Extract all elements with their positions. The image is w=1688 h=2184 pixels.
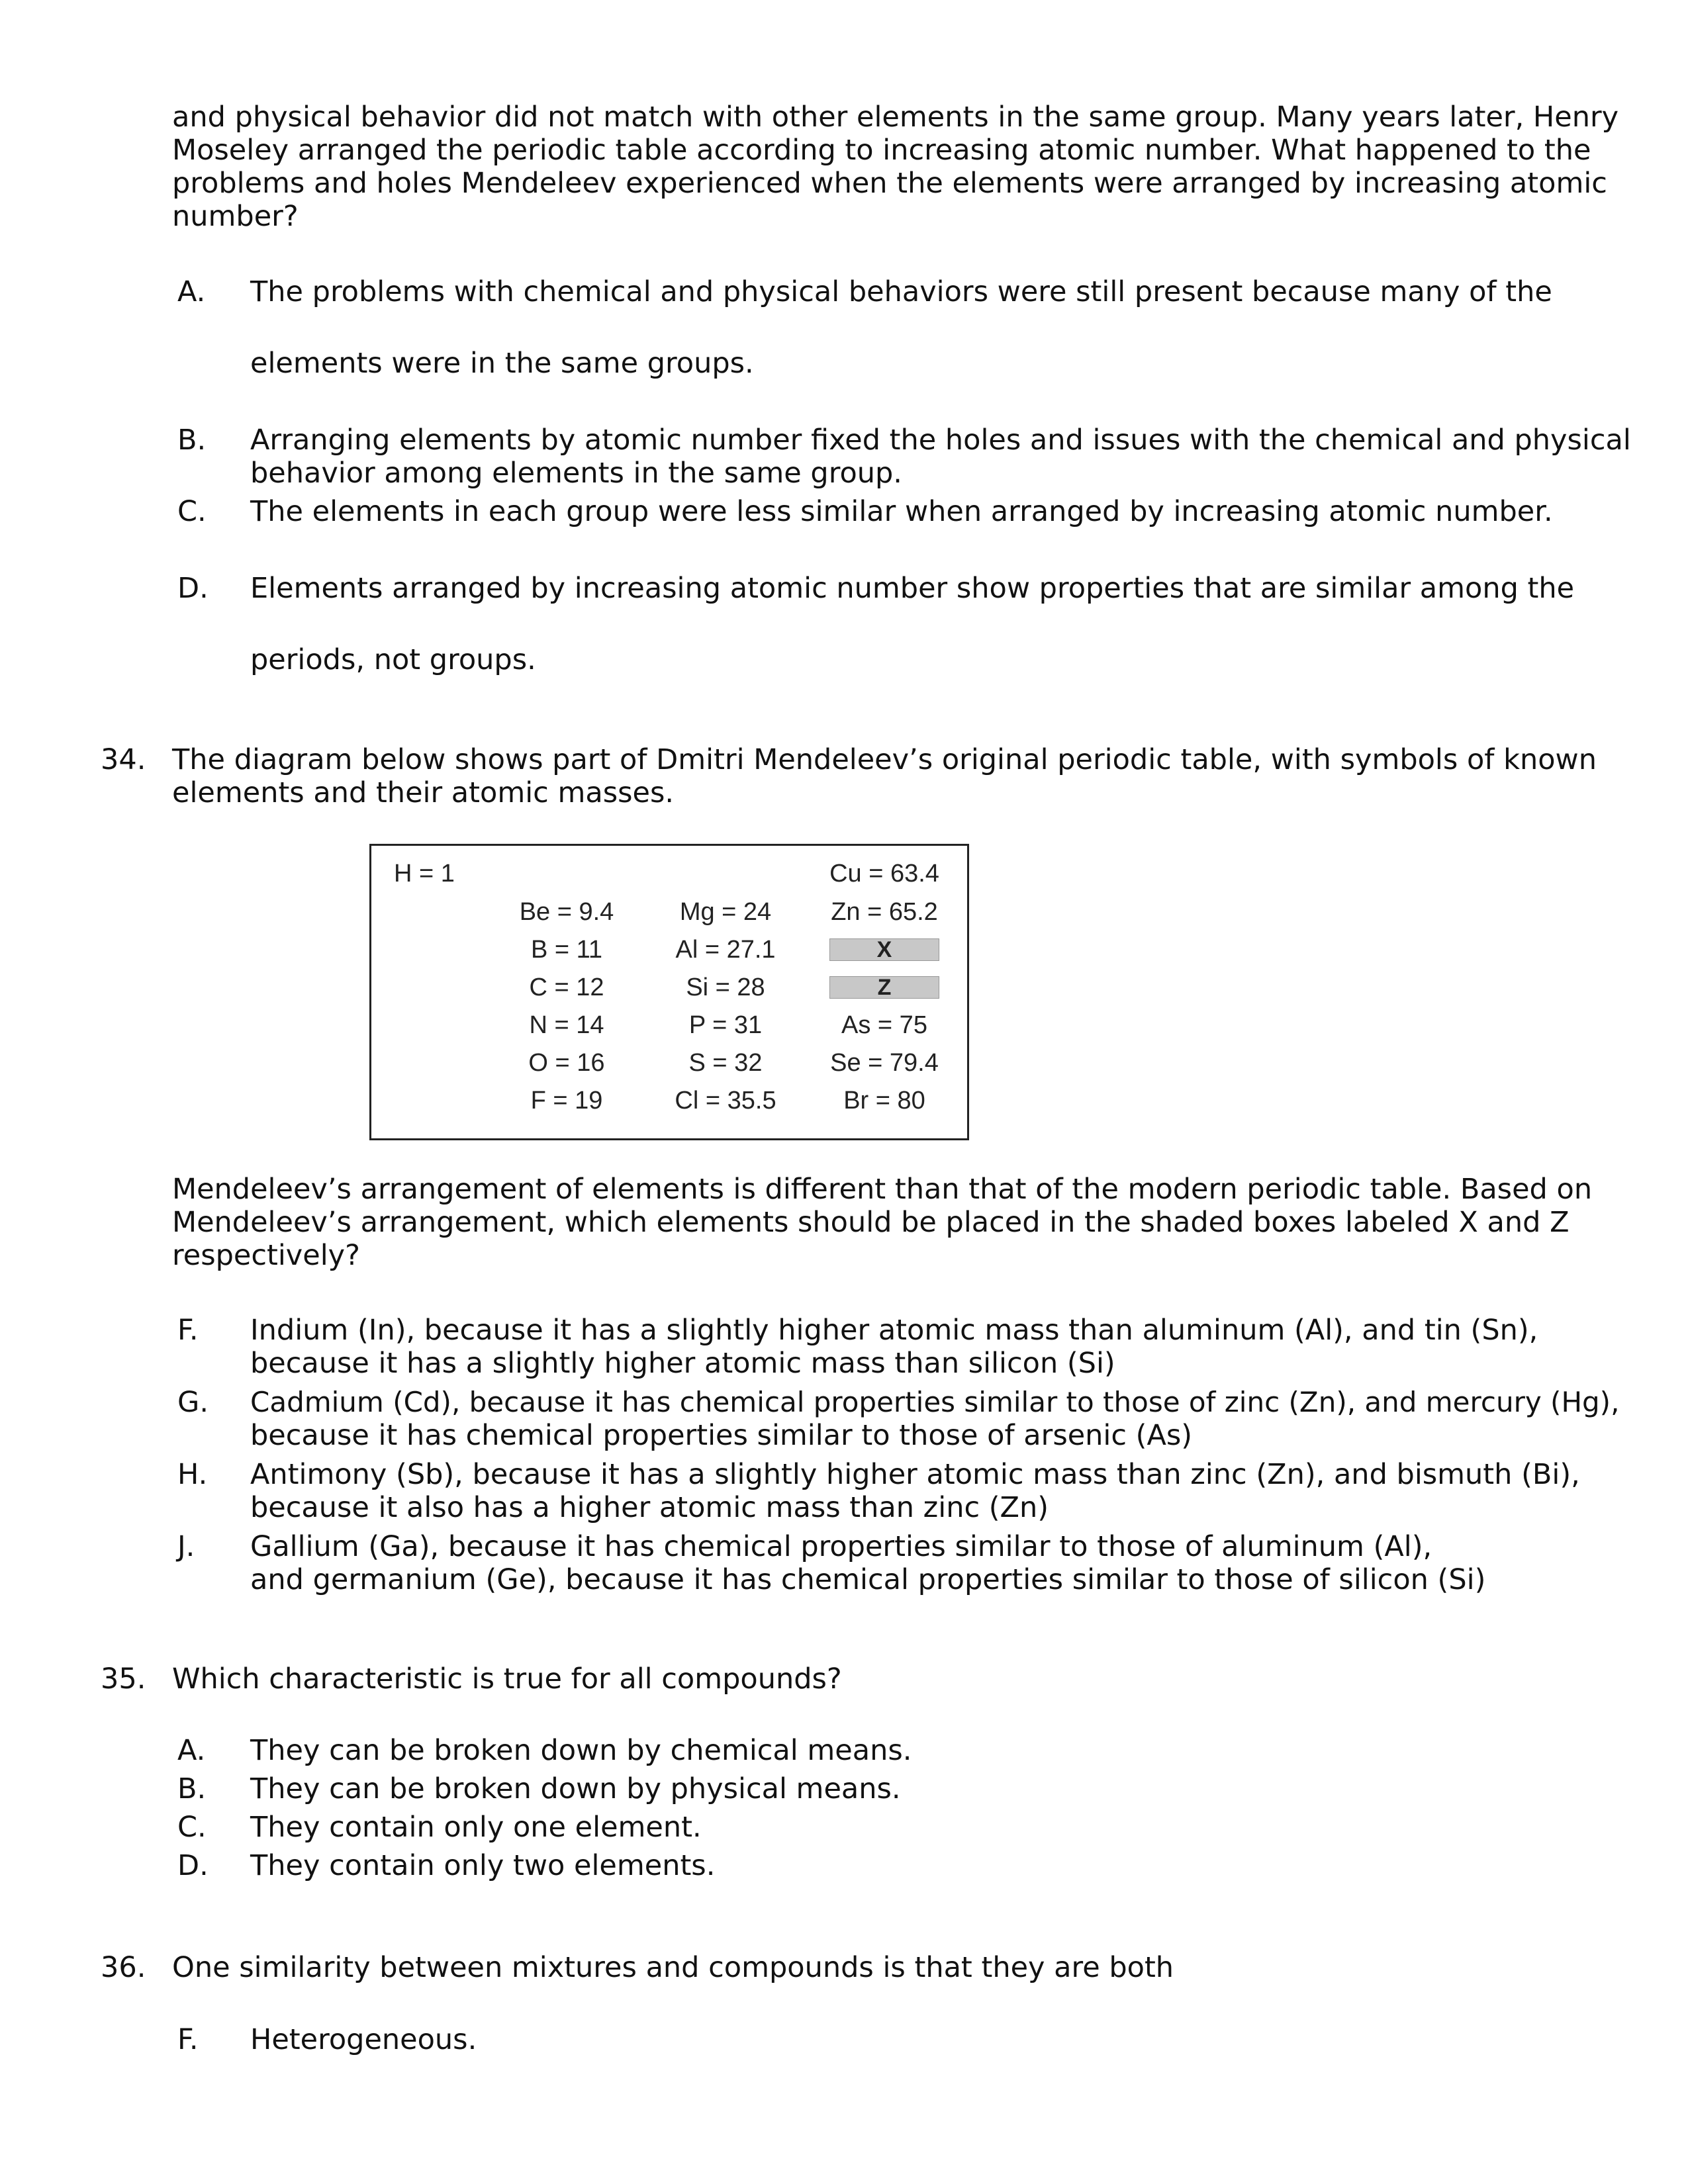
option-text: because it has chemical properties similar to those of arsenic (As) [250,1419,1193,1452]
question-stem: Which characteristic is true for all compounds? [172,1662,842,1696]
shaded-box-x: X [829,938,939,961]
table-cell: Be = 9.4 [519,898,614,926]
table-cell: Al = 27.1 [675,936,776,964]
intro-line: number? [172,200,299,233]
option-text: Antimony (Sb), because it has a slightly higher atomic mass than zinc (Zn), and bismuth (Bi), [250,1458,1580,1491]
option-letter: B. [177,1772,207,1805]
option-letter: H. [177,1458,208,1491]
option-text: They contain only one element. [250,1811,702,1844]
shaded-box-z: Z [829,976,939,999]
option-letter: J. [177,1530,195,1563]
intro-line: problems and holes Mendeleev experienced when the elements were arranged by increasing atomic [172,167,1607,200]
table-cell: Cu = 63.4 [829,860,939,887]
intro-line: Moseley arranged the periodic table according to increasing atomic number. What happened to the [172,134,1591,167]
question-stem: One similarity between mixtures and compounds is that they are both [172,1951,1174,1984]
option-text: because it has a slightly higher atomic mass than silicon (Si) [250,1347,1115,1380]
table-cell: Br = 80 [843,1087,925,1115]
option-letter: A. [177,1734,206,1767]
option-letter: F. [177,1314,199,1347]
table-cell: P = 31 [688,1011,763,1039]
option-letter: B. [177,424,207,457]
option-text: elements were in the same groups. [250,347,754,380]
table-cell-h: H = 1 [394,860,455,887]
option-text: They contain only two elements. [250,1849,716,1882]
option-text: and germanium (Ge), because it has chemical properties similar to those of silicon (Si) [250,1563,1486,1596]
option-text: Heterogeneous. [250,2023,477,2056]
option-text: Gallium (Ga), because it has chemical properties similar to those of aluminum (Al), [250,1530,1432,1563]
table-cell: As = 75 [841,1011,927,1039]
question-number: 34. [101,743,146,776]
option-text: Elements arranged by increasing atomic number show properties that are similar among the [250,572,1575,605]
option-text: Indium (In), because it has a slightly higher atomic mass than aluminum (Al), and tin (Sn), [250,1314,1538,1347]
table-cell: Se = 79.4 [830,1049,939,1077]
table-cell: Mg = 24 [679,898,772,926]
option-letter: F. [177,2023,199,2056]
table-cell: C = 12 [529,974,604,1001]
option-letter: G. [177,1386,209,1419]
table-cell: B = 11 [530,936,603,964]
option-text: They can be broken down by chemical means. [250,1734,912,1767]
question-followup: respectively? [172,1239,360,1272]
question-followup: Mendeleev’s arrangement, which elements should be placed in the shaded boxes labeled X and Z [172,1206,1570,1239]
option-letter: C. [177,495,207,528]
option-text: The problems with chemical and physical behaviors were still present because many of the [250,275,1552,308]
question-number: 35. [101,1662,146,1696]
option-letter: C. [177,1811,207,1844]
option-text: periods, not groups. [250,643,536,676]
option-text: because it also has a higher atomic mass than zinc (Zn) [250,1491,1049,1524]
table-cell: Cl = 35.5 [675,1087,776,1115]
option-letter: D. [177,1849,209,1882]
question-number: 36. [101,1951,146,1984]
option-text: The elements in each group were less similar when arranged by increasing atomic number. [250,495,1553,528]
option-letter: A. [177,275,206,308]
table-cell: O = 16 [528,1049,605,1077]
option-letter: D. [177,572,209,605]
option-text: behavior among elements in the same group. [250,457,902,490]
question-followup: Mendeleev’s arrangement of elements is different than that of the modern periodic table. Based on [172,1173,1593,1206]
option-text: Cadmium (Cd), because it has chemical properties similar to those of zinc (Zn), and mercury (Hg), [250,1386,1620,1418]
question-stem: The diagram below shows part of Dmitri Mendeleev’s original periodic table, with symbols of known [172,743,1597,776]
table-cell: Si = 28 [686,974,765,1001]
table-cell: F = 19 [530,1087,603,1115]
table-cell: S = 32 [688,1049,763,1077]
table-cell: Zn = 65.2 [831,898,938,926]
question-stem: elements and their atomic masses. [172,776,675,809]
option-text: They can be broken down by physical means. [250,1772,901,1805]
option-text: Arranging elements by atomic number fixed the holes and issues with the chemical and physical [250,424,1631,457]
mendeleev-table [369,844,969,1140]
table-cell: N = 14 [529,1011,604,1039]
intro-line: and physical behavior did not match with other elements in the same group. Many years later, Henry [172,101,1619,134]
